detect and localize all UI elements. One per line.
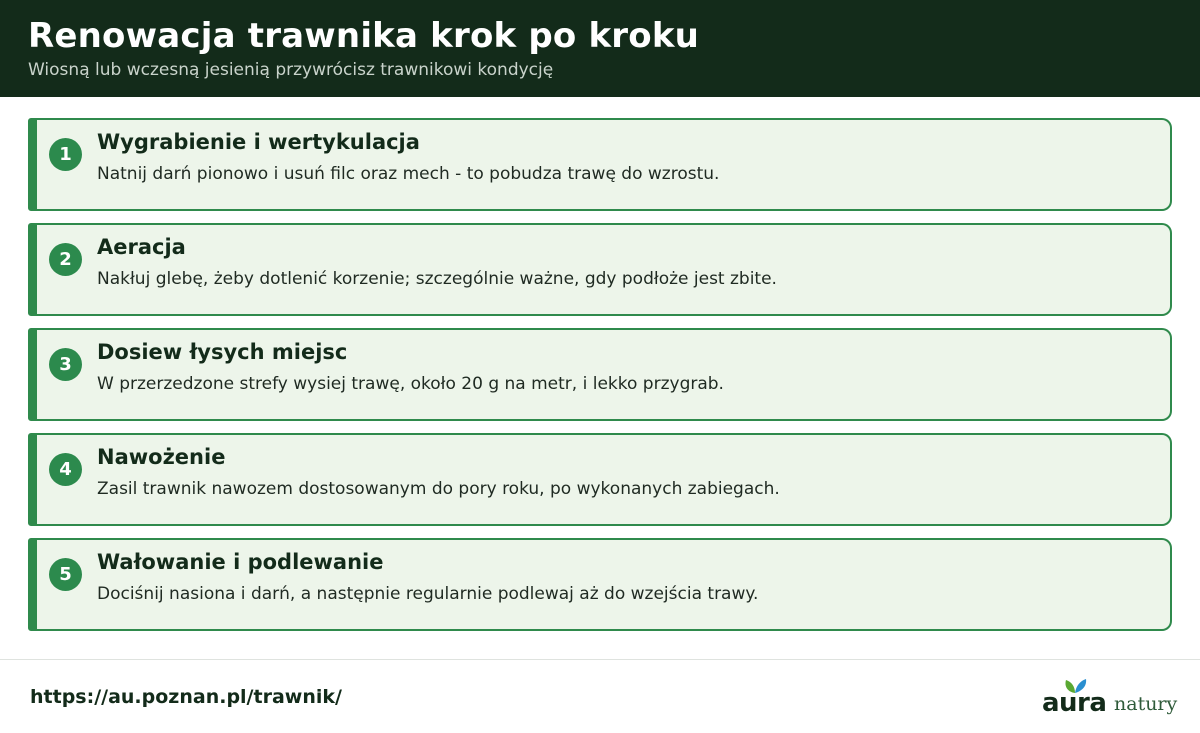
step-description: Zasil trawnik nawozem dostosowanym do pory roku, po wykonanych zabiegach. [97,479,780,499]
step-title: Wygrabienie i wertykulacja [97,130,420,154]
steps-list [28,118,1172,643]
step-card-5 [28,538,1172,631]
step-title: Aeracja [97,235,186,259]
logo-wordmark-natury: natury [1114,693,1178,715]
step-number-badge: 3 [49,348,82,381]
step-card-4 [28,433,1172,526]
step-description: W przerzedzone strefy wysiej trawę, około 20 g na metr, i lekko przygrab. [97,374,724,394]
page-subtitle: Wiosną lub wczesną jesienią przywrócisz trawnikowi kondycję [28,60,554,80]
page-title: Renowacja trawnika krok po kroku [28,16,700,56]
step-title: Dosiew łysych miejsc [97,340,348,364]
step-title: Wałowanie i podlewanie [97,550,384,574]
source-link[interactable]: https://au.poznan.pl/trawnik/ [30,686,342,708]
step-title: Nawożenie [97,445,226,469]
step-description: Nakłuj glebę, żeby dotlenić korzenie; szczególnie ważne, gdy podłoże jest zbite. [97,269,777,289]
step-number-badge: 1 [49,138,82,171]
step-description: Dociśnij nasiona i darń, a następnie regularnie podlewaj aż do wzejścia trawy. [97,584,759,604]
footer-divider [0,659,1200,660]
header-banner [0,0,1200,97]
step-card-2 [28,223,1172,316]
step-card-3 [28,328,1172,421]
logo-wordmark-aura: aura [1042,688,1107,718]
brand-logo [1040,676,1178,720]
step-card-1 [28,118,1172,211]
step-number-badge: 5 [49,558,82,591]
step-number-badge: 4 [49,453,82,486]
step-description: Natnij darń pionowo i usuń filc oraz mech - to pobudza trawę do wzrostu. [97,164,720,184]
step-number-badge: 2 [49,243,82,276]
